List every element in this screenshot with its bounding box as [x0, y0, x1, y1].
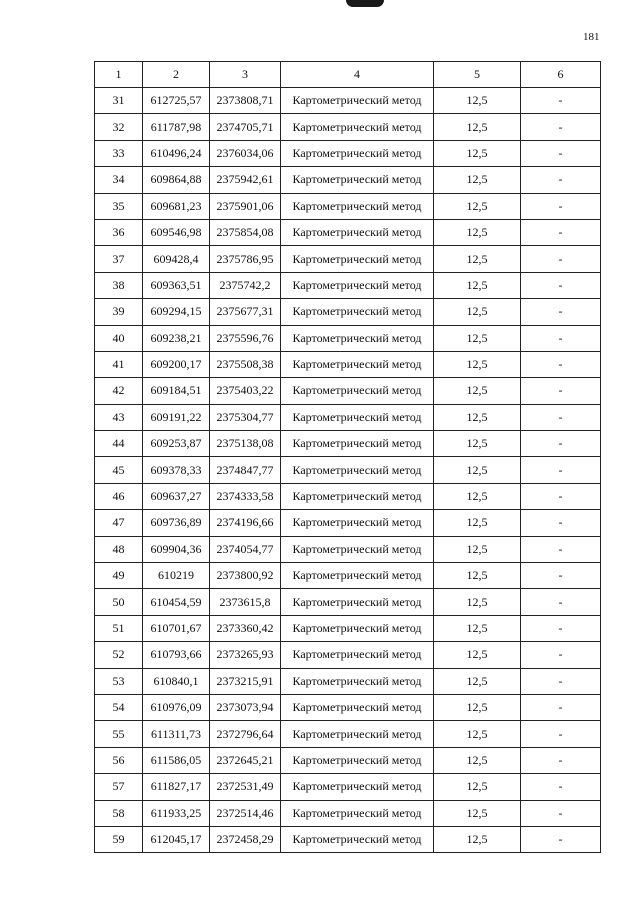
note-cell: -: [521, 457, 601, 483]
table-row: [95, 642, 601, 668]
accuracy-cell: 12,5: [434, 800, 521, 826]
note-cell: -: [521, 536, 601, 562]
point-number-cell: 59: [95, 826, 143, 852]
point-number-cell: 57: [95, 774, 143, 800]
x-coordinate-cell: 609546,98: [143, 219, 210, 245]
accuracy-cell: 12,5: [434, 668, 521, 694]
note-cell: -: [521, 351, 601, 377]
point-number-cell: 51: [95, 615, 143, 641]
method-cell: Картометрический метод: [281, 457, 434, 483]
accuracy-cell: 12,5: [434, 747, 521, 773]
page-number: 181: [583, 31, 600, 43]
note-cell: -: [521, 404, 601, 430]
point-number-cell: 45: [95, 457, 143, 483]
x-coordinate-cell: 609253,87: [143, 431, 210, 457]
table-row: [95, 457, 601, 483]
y-coordinate-cell: 2376034,06: [210, 140, 281, 166]
note-cell: -: [521, 774, 601, 800]
x-coordinate-cell: 609904,36: [143, 536, 210, 562]
point-number-cell: 31: [95, 88, 143, 114]
method-cell: Картометрический метод: [281, 246, 434, 272]
y-coordinate-cell: 2372645,21: [210, 747, 281, 773]
method-cell: Картометрический метод: [281, 694, 434, 720]
y-coordinate-cell: 2373360,42: [210, 615, 281, 641]
accuracy-cell: 12,5: [434, 325, 521, 351]
y-coordinate-cell: 2375677,31: [210, 299, 281, 325]
y-coordinate-cell: 2373808,71: [210, 88, 281, 114]
note-cell: -: [521, 193, 601, 219]
coordinates-table: [94, 61, 601, 853]
accuracy-cell: 12,5: [434, 483, 521, 509]
x-coordinate-cell: 609637,27: [143, 483, 210, 509]
accuracy-cell: 12,5: [434, 88, 521, 114]
table-row: [95, 747, 601, 773]
method-cell: Картометрический метод: [281, 167, 434, 193]
table-row: [95, 272, 601, 298]
y-coordinate-cell: 2373800,92: [210, 563, 281, 589]
scan-artifact: [346, 0, 384, 7]
y-coordinate-cell: 2372796,64: [210, 721, 281, 747]
table-row: [95, 774, 601, 800]
method-cell: Картометрический метод: [281, 140, 434, 166]
note-cell: -: [521, 668, 601, 694]
y-coordinate-cell: 2374847,77: [210, 457, 281, 483]
note-cell: -: [521, 615, 601, 641]
note-cell: -: [521, 431, 601, 457]
column-header-5: 5: [434, 62, 521, 88]
x-coordinate-cell: 611827,17: [143, 774, 210, 800]
table-row: [95, 193, 601, 219]
point-number-cell: 58: [95, 800, 143, 826]
table-row: [95, 299, 601, 325]
note-cell: -: [521, 219, 601, 245]
method-cell: Картометрический метод: [281, 351, 434, 377]
point-number-cell: 36: [95, 219, 143, 245]
x-coordinate-cell: 609363,51: [143, 272, 210, 298]
point-number-cell: 50: [95, 589, 143, 615]
y-coordinate-cell: 2373073,94: [210, 694, 281, 720]
point-number-cell: 55: [95, 721, 143, 747]
method-cell: Картометрический метод: [281, 668, 434, 694]
table-row: [95, 510, 601, 536]
method-cell: Картометрический метод: [281, 219, 434, 245]
note-cell: -: [521, 826, 601, 852]
method-cell: Картометрический метод: [281, 114, 434, 140]
y-coordinate-cell: 2373265,93: [210, 642, 281, 668]
y-coordinate-cell: 2372531,49: [210, 774, 281, 800]
y-coordinate-cell: 2375942,61: [210, 167, 281, 193]
accuracy-cell: 12,5: [434, 457, 521, 483]
table-row: [95, 536, 601, 562]
method-cell: Картометрический метод: [281, 510, 434, 536]
accuracy-cell: 12,5: [434, 826, 521, 852]
accuracy-cell: 12,5: [434, 351, 521, 377]
table-row: [95, 246, 601, 272]
note-cell: -: [521, 800, 601, 826]
accuracy-cell: 12,5: [434, 536, 521, 562]
accuracy-cell: 12,5: [434, 246, 521, 272]
y-coordinate-cell: 2375304,77: [210, 404, 281, 430]
x-coordinate-cell: 612045,17: [143, 826, 210, 852]
table-row: [95, 114, 601, 140]
point-number-cell: 43: [95, 404, 143, 430]
y-coordinate-cell: 2373215,91: [210, 668, 281, 694]
method-cell: Картометрический метод: [281, 826, 434, 852]
point-number-cell: 37: [95, 246, 143, 272]
note-cell: -: [521, 510, 601, 536]
note-cell: -: [521, 325, 601, 351]
accuracy-cell: 12,5: [434, 140, 521, 166]
x-coordinate-cell: 609378,33: [143, 457, 210, 483]
accuracy-cell: 12,5: [434, 774, 521, 800]
method-cell: Картометрический метод: [281, 589, 434, 615]
accuracy-cell: 12,5: [434, 510, 521, 536]
x-coordinate-cell: 610793,66: [143, 642, 210, 668]
accuracy-cell: 12,5: [434, 589, 521, 615]
note-cell: -: [521, 483, 601, 509]
method-cell: Картометрический метод: [281, 193, 434, 219]
method-cell: Картометрический метод: [281, 378, 434, 404]
table-row: [95, 351, 601, 377]
y-coordinate-cell: 2372458,29: [210, 826, 281, 852]
column-header-4: 4: [281, 62, 434, 88]
method-cell: Картометрический метод: [281, 615, 434, 641]
y-coordinate-cell: 2375901,06: [210, 193, 281, 219]
accuracy-cell: 12,5: [434, 694, 521, 720]
x-coordinate-cell: 610701,67: [143, 615, 210, 641]
table-header-row: [95, 62, 601, 88]
note-cell: -: [521, 246, 601, 272]
column-header-3: 3: [210, 62, 281, 88]
table-row: [95, 88, 601, 114]
note-cell: -: [521, 721, 601, 747]
method-cell: Картометрический метод: [281, 483, 434, 509]
accuracy-cell: 12,5: [434, 299, 521, 325]
point-number-cell: 49: [95, 563, 143, 589]
point-number-cell: 42: [95, 378, 143, 404]
x-coordinate-cell: 610454,59: [143, 589, 210, 615]
accuracy-cell: 12,5: [434, 114, 521, 140]
table-row: [95, 140, 601, 166]
point-number-cell: 35: [95, 193, 143, 219]
x-coordinate-cell: 610496,24: [143, 140, 210, 166]
method-cell: Картометрический метод: [281, 431, 434, 457]
method-cell: Картометрический метод: [281, 747, 434, 773]
accuracy-cell: 12,5: [434, 721, 521, 747]
method-cell: Картометрический метод: [281, 721, 434, 747]
point-number-cell: 34: [95, 167, 143, 193]
note-cell: -: [521, 747, 601, 773]
x-coordinate-cell: 609238,21: [143, 325, 210, 351]
method-cell: Картометрический метод: [281, 642, 434, 668]
y-coordinate-cell: 2375596,76: [210, 325, 281, 351]
table-row: [95, 378, 601, 404]
x-coordinate-cell: 609294,15: [143, 299, 210, 325]
note-cell: -: [521, 563, 601, 589]
x-coordinate-cell: 609184,51: [143, 378, 210, 404]
y-coordinate-cell: 2375403,22: [210, 378, 281, 404]
accuracy-cell: 12,5: [434, 378, 521, 404]
method-cell: Картометрический метод: [281, 563, 434, 589]
x-coordinate-cell: 609864,88: [143, 167, 210, 193]
table-row: [95, 219, 601, 245]
x-coordinate-cell: 610219: [143, 563, 210, 589]
table-row: [95, 167, 601, 193]
accuracy-cell: 12,5: [434, 615, 521, 641]
column-header-2: 2: [143, 62, 210, 88]
table-row: [95, 431, 601, 457]
point-number-cell: 54: [95, 694, 143, 720]
y-coordinate-cell: 2374054,77: [210, 536, 281, 562]
column-header-1: 1: [95, 62, 143, 88]
point-number-cell: 47: [95, 510, 143, 536]
y-coordinate-cell: 2373615,8: [210, 589, 281, 615]
x-coordinate-cell: 609191,22: [143, 404, 210, 430]
table-row: [95, 589, 601, 615]
x-coordinate-cell: 609428,4: [143, 246, 210, 272]
y-coordinate-cell: 2374705,71: [210, 114, 281, 140]
note-cell: -: [521, 299, 601, 325]
x-coordinate-cell: 609200,17: [143, 351, 210, 377]
point-number-cell: 41: [95, 351, 143, 377]
x-coordinate-cell: 611787,98: [143, 114, 210, 140]
x-coordinate-cell: 611311,73: [143, 721, 210, 747]
point-number-cell: 52: [95, 642, 143, 668]
point-number-cell: 53: [95, 668, 143, 694]
method-cell: Картометрический метод: [281, 800, 434, 826]
accuracy-cell: 12,5: [434, 272, 521, 298]
point-number-cell: 38: [95, 272, 143, 298]
accuracy-cell: 12,5: [434, 193, 521, 219]
point-number-cell: 56: [95, 747, 143, 773]
table-row: [95, 694, 601, 720]
note-cell: -: [521, 167, 601, 193]
note-cell: -: [521, 694, 601, 720]
y-coordinate-cell: 2375742,2: [210, 272, 281, 298]
table-row: [95, 615, 601, 641]
point-number-cell: 46: [95, 483, 143, 509]
table-row: [95, 668, 601, 694]
accuracy-cell: 12,5: [434, 219, 521, 245]
point-number-cell: 32: [95, 114, 143, 140]
x-coordinate-cell: 610976,09: [143, 694, 210, 720]
x-coordinate-cell: 612725,57: [143, 88, 210, 114]
note-cell: -: [521, 378, 601, 404]
accuracy-cell: 12,5: [434, 431, 521, 457]
accuracy-cell: 12,5: [434, 167, 521, 193]
note-cell: -: [521, 272, 601, 298]
method-cell: Картометрический метод: [281, 88, 434, 114]
table-row: [95, 325, 601, 351]
y-coordinate-cell: 2374196,66: [210, 510, 281, 536]
note-cell: -: [521, 140, 601, 166]
table-row: [95, 483, 601, 509]
table-row: [95, 721, 601, 747]
method-cell: Картометрический метод: [281, 774, 434, 800]
accuracy-cell: 12,5: [434, 642, 521, 668]
x-coordinate-cell: 609736,89: [143, 510, 210, 536]
x-coordinate-cell: 611933,25: [143, 800, 210, 826]
note-cell: -: [521, 589, 601, 615]
x-coordinate-cell: 611586,05: [143, 747, 210, 773]
accuracy-cell: 12,5: [434, 404, 521, 430]
table-row: [95, 826, 601, 852]
table-row: [95, 800, 601, 826]
point-number-cell: 39: [95, 299, 143, 325]
y-coordinate-cell: 2374333,58: [210, 483, 281, 509]
y-coordinate-cell: 2375854,08: [210, 219, 281, 245]
method-cell: Картометрический метод: [281, 272, 434, 298]
y-coordinate-cell: 2372514,46: [210, 800, 281, 826]
point-number-cell: 44: [95, 431, 143, 457]
table-row: [95, 563, 601, 589]
method-cell: Картометрический метод: [281, 325, 434, 351]
table-row: [95, 404, 601, 430]
method-cell: Картометрический метод: [281, 404, 434, 430]
point-number-cell: 40: [95, 325, 143, 351]
method-cell: Картометрический метод: [281, 536, 434, 562]
x-coordinate-cell: 610840,1: [143, 668, 210, 694]
accuracy-cell: 12,5: [434, 563, 521, 589]
note-cell: -: [521, 642, 601, 668]
note-cell: -: [521, 114, 601, 140]
point-number-cell: 33: [95, 140, 143, 166]
y-coordinate-cell: 2375786,95: [210, 246, 281, 272]
table-body: [95, 62, 601, 853]
column-header-6: 6: [521, 62, 601, 88]
point-number-cell: 48: [95, 536, 143, 562]
note-cell: -: [521, 88, 601, 114]
y-coordinate-cell: 2375508,38: [210, 351, 281, 377]
x-coordinate-cell: 609681,23: [143, 193, 210, 219]
method-cell: Картометрический метод: [281, 299, 434, 325]
y-coordinate-cell: 2375138,08: [210, 431, 281, 457]
